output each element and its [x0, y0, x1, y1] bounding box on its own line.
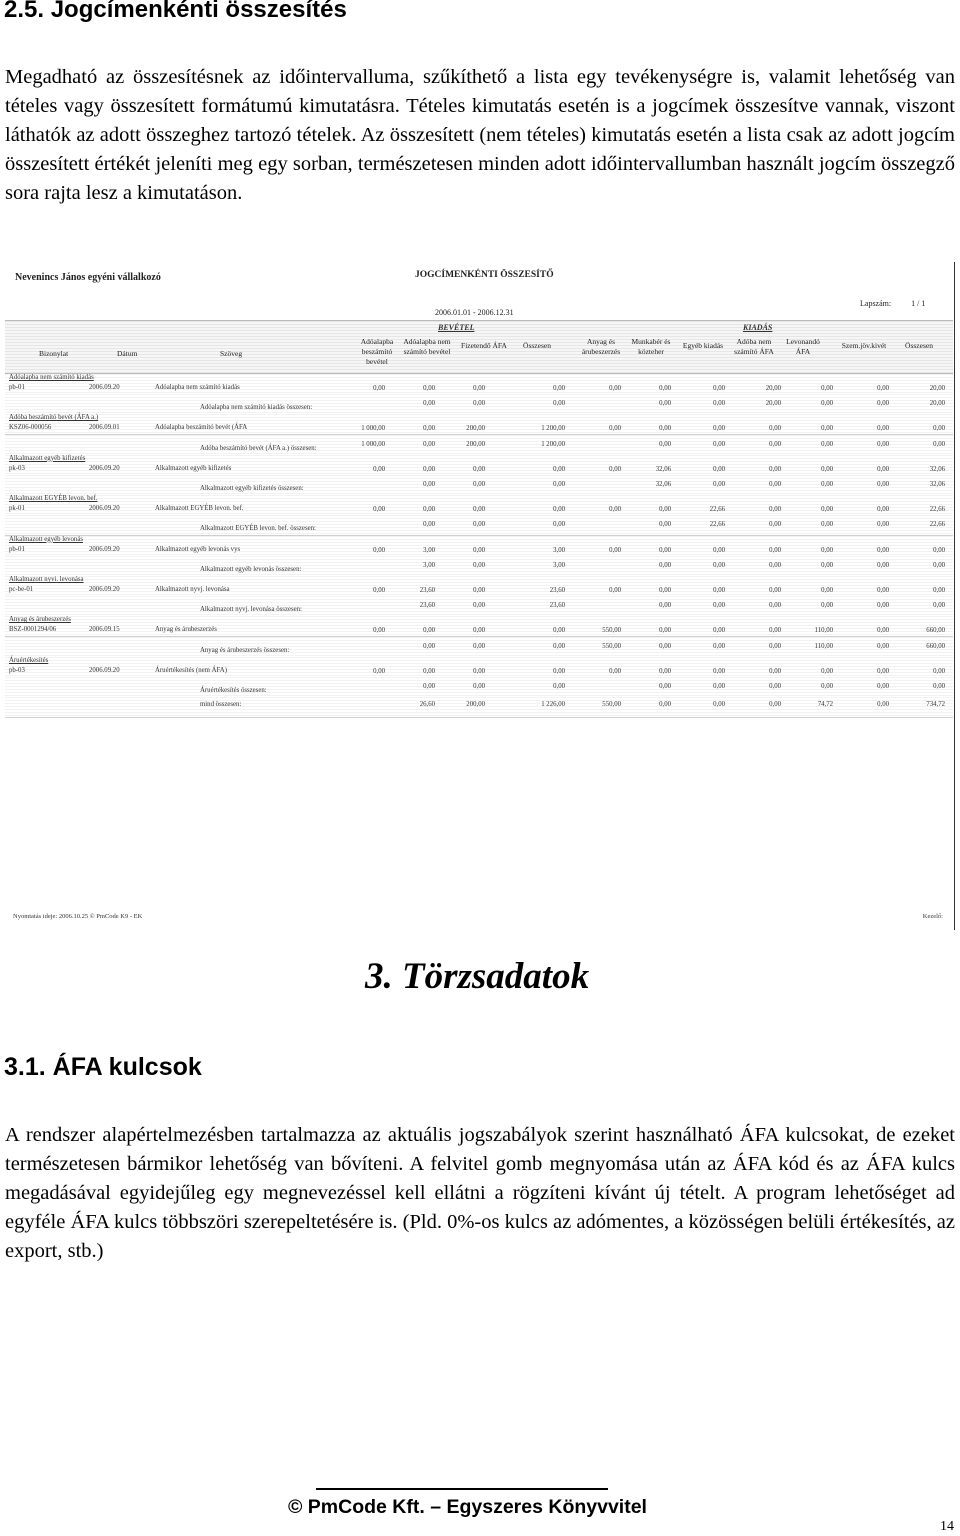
- row-document: BSZ-0001294/06: [9, 626, 57, 634]
- row-value: 0,00: [423, 642, 435, 650]
- row-text: Alkalmazott nyvj. levonása összesen:: [200, 606, 302, 614]
- col-exp-nontax: Adóba nem számító ÁFA: [734, 337, 774, 356]
- row-value: 550,00: [602, 642, 621, 650]
- row-value: 0,00: [821, 683, 833, 690]
- row-value: 0,00: [553, 506, 565, 514]
- row-value: 0,00: [821, 465, 833, 473]
- row-value: 550,00: [602, 627, 621, 635]
- row-text: Alkalmazott EGYÉB levon. bef. összesen:: [200, 525, 316, 533]
- col-fixed-assets: Szem.jöv.kivét: [841, 341, 887, 350]
- row-value: 0,00: [821, 521, 833, 529]
- row-value: 0,00: [821, 667, 833, 675]
- row-value: 0,00: [821, 602, 833, 610]
- row-category: Alkalmazott egyéb levonás: [9, 535, 83, 543]
- report-company: Nevenincs János egyéni vállalkozó: [15, 272, 161, 283]
- row-value: 200,00: [466, 701, 485, 709]
- row-value: 0,00: [769, 546, 781, 554]
- row-value: 0,00: [609, 546, 621, 554]
- col-deductible: Levonandó ÁFA: [786, 337, 820, 356]
- row-value: 0,00: [659, 546, 671, 554]
- report-row: [5, 374, 953, 395]
- row-text: mind összesen:: [200, 701, 242, 709]
- row-value: 0,00: [473, 546, 485, 554]
- row-value: 0,00: [423, 385, 435, 392]
- row-value: 0,00: [769, 425, 781, 433]
- row-value: 1 000,00: [361, 440, 385, 448]
- row-value: 20,00: [765, 400, 781, 408]
- row-value: 0,00: [877, 521, 889, 529]
- report-header: [5, 320, 953, 374]
- row-value: 0,00: [609, 667, 621, 675]
- row-value: 0,00: [423, 667, 435, 675]
- chapter-title: 3. Törzsadatok: [365, 956, 590, 997]
- row-value: 23,60: [549, 602, 565, 610]
- row-value: 23,60: [419, 587, 435, 594]
- row-category: Áruértékesítés: [9, 656, 49, 664]
- report-title: JOGCÍMENKÉNTI ÖSSZESÍTŐ: [415, 270, 554, 280]
- group-expense: KIADÁS: [743, 323, 773, 332]
- report-row: [5, 637, 953, 658]
- row-value: 0,00: [821, 400, 833, 408]
- row-value: 0,00: [769, 627, 781, 635]
- row-value: 0,00: [473, 683, 485, 690]
- row-value: 0,00: [877, 602, 889, 610]
- row-date: 2006.09.20: [89, 545, 120, 553]
- row-value: 0,00: [821, 587, 833, 594]
- row-value: 0,00: [877, 683, 889, 690]
- row-value: 20,00: [929, 400, 945, 408]
- row-text: Alkalmazott egyéb kifizetés összesen:: [200, 485, 304, 492]
- col-text: Szöveg: [220, 349, 243, 358]
- report-row: [5, 435, 953, 456]
- row-text: Anyag és árubeszerzés: [155, 626, 217, 634]
- report-row: [5, 455, 953, 476]
- report-row: [5, 576, 953, 597]
- row-value: 0,00: [473, 385, 485, 392]
- row-value: 0,00: [609, 425, 621, 433]
- row-date: 2006.09.01: [89, 424, 120, 432]
- row-value: 0,00: [769, 701, 781, 709]
- row-value: 0,00: [769, 642, 781, 650]
- row-value: 0,00: [933, 683, 945, 690]
- row-category: Anyag és árubeszerzés: [9, 616, 71, 624]
- row-value: 0,00: [473, 481, 485, 488]
- row-value: 0,00: [713, 481, 725, 488]
- row-value: 3,00: [423, 546, 435, 554]
- row-value: 0,00: [713, 683, 725, 690]
- report-row: [5, 515, 953, 536]
- row-value: 3,00: [553, 561, 565, 569]
- row-value: 0,00: [821, 385, 833, 392]
- group-income: BEVÉTEL: [438, 323, 475, 332]
- col-tools: Munkabér és közteher: [631, 337, 671, 356]
- report-page-indicator: [860, 299, 925, 308]
- row-value: 0,00: [659, 627, 671, 635]
- row-value: 0,00: [609, 506, 621, 514]
- row-value: 0,00: [473, 400, 485, 408]
- report-row: [5, 616, 953, 637]
- row-value: 0,00: [553, 642, 565, 650]
- row-category: Adóalapba nem számító kiadás: [9, 374, 94, 381]
- report-row: [5, 556, 953, 577]
- row-value: 32,06: [929, 465, 945, 473]
- row-value: 110,00: [814, 627, 833, 635]
- row-value: 0,00: [373, 385, 385, 392]
- row-value: 20,00: [765, 385, 781, 392]
- row-value: 0,00: [659, 561, 671, 569]
- row-value: 550,00: [602, 701, 621, 709]
- row-value: 0,00: [423, 506, 435, 514]
- section-title: 2.5. Jogcímenkénti összesítés: [4, 0, 347, 23]
- row-category: Alkalmazott nyvi. levonása: [9, 576, 84, 583]
- report-page-value: 1 / 1: [911, 299, 926, 308]
- report-grand-total-row: [5, 697, 953, 718]
- row-value: 0,00: [877, 425, 889, 433]
- row-value: 22,66: [709, 521, 725, 529]
- vat-paragraph: A rendszer alapértelmezésben tartalmazza az aktuális jogszabályok szerint használható ÁFA kulcsokat, de ezeket természetesen bármikor lehetőség van bővíteni. A felvitel gomb megnyomása után az ÁFA kód és az ÁFA kulcs megadásával egyidejűleg egy megnevezéssel kell ellátni a rögzíteni kívánt új tételt. A program lehetőséget ad egyféle ÁFA kulcs többszöri szerepeltetésére is. (Pld. 0%-os kulcs az adómentes, a közösségen belüli értékesítés, az export, stb.): [5, 1124, 955, 1262]
- col-doc: Bizonylat: [39, 349, 69, 358]
- row-value: 0,00: [473, 667, 485, 675]
- row-value: 0,00: [877, 667, 889, 675]
- row-value: 0,00: [769, 506, 781, 514]
- row-value: 3,00: [553, 546, 565, 554]
- row-value: 32,06: [655, 465, 671, 473]
- report-row: [5, 677, 953, 698]
- col-vat-payable: Fizetendő ÁFA: [461, 341, 507, 350]
- row-value: 0,00: [423, 627, 435, 635]
- col-exp-total: Összesen: [905, 341, 933, 350]
- row-value: 0,00: [713, 425, 725, 433]
- row-value: 0,00: [769, 521, 781, 529]
- row-value: 200,00: [466, 425, 485, 433]
- row-value: 0,00: [473, 642, 485, 650]
- row-value: 0,00: [877, 627, 889, 635]
- row-value: 0,00: [659, 440, 671, 448]
- row-value: 0,00: [877, 587, 889, 594]
- row-text: Alkalmazott egyéb levonás vys: [155, 545, 241, 553]
- row-value: 1 200,00: [541, 440, 565, 448]
- row-value: 0,00: [473, 506, 485, 514]
- row-value: 0,00: [877, 642, 889, 650]
- row-value: 0,00: [553, 683, 565, 690]
- col-date: Dátum: [117, 349, 138, 358]
- report-row: [5, 596, 953, 617]
- row-value: 0,00: [933, 587, 945, 594]
- row-text: Adóalapba nem számító kiadás: [155, 384, 240, 391]
- row-value: 0,00: [553, 465, 565, 473]
- row-value: 1 226,00: [541, 701, 565, 709]
- row-value: 0,00: [423, 465, 435, 473]
- row-value: 660,00: [926, 642, 945, 650]
- row-value: 0,00: [473, 561, 485, 569]
- row-value: 0,00: [933, 602, 945, 610]
- row-text: Áruértékesítés összesen:: [200, 687, 267, 694]
- row-value: 0,00: [553, 521, 565, 529]
- row-value: 0,00: [933, 546, 945, 554]
- col-inc-taxbase: Adóalapba beszámító bevétel: [360, 337, 394, 366]
- row-date: 2006.09.15: [89, 626, 120, 634]
- row-value: 0,00: [553, 667, 565, 675]
- row-value: 110,00: [814, 642, 833, 650]
- row-text: Adóba beszámító bevét (ÁFA a.) összesen:: [200, 444, 317, 452]
- row-value: 0,00: [373, 587, 385, 594]
- report-date-range: 2006.01.01 - 2006.12.31: [435, 308, 514, 317]
- row-value: 0,00: [713, 627, 725, 635]
- row-document: pc-be-01: [9, 586, 34, 593]
- row-value: 0,00: [933, 425, 945, 433]
- row-value: 0,00: [713, 385, 725, 392]
- report-footer-left: Nyomtatás ideje: 2006.10.25 © PmCode K9 - EK: [13, 913, 143, 920]
- report-row: [5, 394, 953, 415]
- row-value: 0,00: [553, 400, 565, 408]
- row-value: 0,00: [659, 683, 671, 690]
- footer-text: © PmCode Kft. – Egyszeres Könyvvitel: [288, 1496, 647, 1518]
- row-text: Adóalapba nem számító kiadás összesen:: [200, 404, 313, 412]
- row-value: 0,00: [713, 587, 725, 594]
- subsection-title: 3.1. ÁFA kulcsok: [4, 1053, 202, 1081]
- row-value: 0,00: [659, 667, 671, 675]
- report-row: [5, 657, 953, 678]
- row-value: 0,00: [373, 506, 385, 514]
- row-value: 0,00: [769, 602, 781, 610]
- row-value: 0,00: [659, 506, 671, 514]
- row-value: 0,00: [713, 465, 725, 473]
- row-value: 0,00: [877, 481, 889, 488]
- row-document: pk-01: [9, 505, 25, 513]
- row-value: 23,60: [549, 587, 565, 594]
- row-value: 0,00: [473, 465, 485, 473]
- row-value: 0,00: [609, 385, 621, 392]
- intro-paragraph: Megadható az összesítésnek az időintervalluma, szűkíthető a lista egy tevékenységre is, valamit lehetőség van tételes vagy összesített formátumú kimutatásra. Tételes kimutatás esetén is a jogcímek összesítve vannak, viszont láthatók az adott összeghez tartozó tételek. Az összesített (nem tételes) kimutatás esetén a lista csak az adott jogcím összesített értékét jeleníti meg egy sorban, természetesen minden adott időintervallumban használt jogcím összegző sora rajta lesz a kimutatáson.: [5, 66, 955, 204]
- row-value: 0,00: [821, 546, 833, 554]
- report-screenshot: [5, 262, 955, 932]
- row-value: 26,60: [419, 701, 435, 709]
- row-value: 0,00: [769, 683, 781, 690]
- page-number: 14: [940, 1519, 954, 1534]
- row-value: 3,00: [423, 561, 435, 569]
- report-row: [5, 495, 953, 516]
- report-row: [5, 475, 953, 496]
- row-document: pb-01: [9, 384, 25, 391]
- row-text: Adóalapba beszámító bevét (ÁFA: [155, 424, 248, 432]
- row-value: 0,00: [713, 546, 725, 554]
- row-value: 0,00: [423, 683, 435, 690]
- row-value: 0,00: [933, 667, 945, 675]
- row-value: 0,00: [713, 400, 725, 408]
- col-inc-total: Összesen: [523, 341, 551, 350]
- row-value: 0,00: [659, 385, 671, 392]
- row-value: 0,00: [769, 481, 781, 488]
- footer-rule: [316, 1488, 608, 1490]
- row-date: 2006.09.20: [89, 586, 120, 593]
- row-value: 22,66: [709, 506, 725, 514]
- row-value: 0,00: [713, 701, 725, 709]
- row-value: 0,00: [423, 425, 435, 433]
- row-value: 32,06: [655, 481, 671, 488]
- report-row: [5, 414, 953, 435]
- row-value: 0,00: [553, 627, 565, 635]
- col-other-exp: Egyéb kiadás: [682, 341, 724, 350]
- row-value: 0,00: [821, 440, 833, 448]
- row-value: 0,00: [713, 642, 725, 650]
- row-value: 0,00: [373, 465, 385, 473]
- row-value: 0,00: [659, 642, 671, 650]
- row-value: 22,66: [929, 506, 945, 514]
- row-category: Alkalmazott egyéb kifizetés: [9, 454, 86, 462]
- row-value: 0,00: [659, 587, 671, 594]
- row-date: 2006.09.20: [89, 464, 120, 472]
- col-inc-nontaxbase: Adóalapba nem számító bevétel: [403, 337, 451, 356]
- row-date: 2006.09.20: [89, 505, 120, 513]
- row-value: 0,00: [769, 465, 781, 473]
- row-value: 0,00: [769, 667, 781, 675]
- row-value: 23,60: [419, 602, 435, 610]
- report-page-label: Lapszám:: [860, 299, 892, 308]
- row-text: Alkalmazott EGYÉB levon. bef.: [155, 505, 244, 513]
- row-value: 0,00: [609, 465, 621, 473]
- row-value: 0,00: [821, 425, 833, 433]
- row-value: 0,00: [553, 385, 565, 392]
- row-value: 0,00: [473, 602, 485, 610]
- row-value: 0,00: [659, 701, 671, 709]
- row-category: Alkalmazott EGYÉB levon. bef.: [9, 495, 98, 503]
- row-value: 0,00: [933, 561, 945, 569]
- row-value: 0,00: [659, 425, 671, 433]
- row-value: 0,00: [713, 602, 725, 610]
- row-value: 0,00: [609, 587, 621, 594]
- row-value: 0,00: [423, 521, 435, 529]
- row-value: 0,00: [373, 667, 385, 675]
- row-value: 0,00: [473, 521, 485, 529]
- row-date: 2006.09.20: [89, 384, 120, 391]
- row-value: 0,00: [713, 440, 725, 448]
- row-value: 0,00: [373, 627, 385, 635]
- row-text: Alkalmazott egyéb kifizetés: [155, 464, 232, 472]
- row-value: 660,00: [926, 627, 945, 635]
- row-value: 0,00: [713, 667, 725, 675]
- row-value: 0,00: [821, 506, 833, 514]
- row-value: 32,06: [929, 481, 945, 488]
- row-value: 1 200,00: [541, 425, 565, 433]
- row-category: Adóba beszámító bevét (ÁFA a.): [9, 414, 99, 422]
- row-value: 22,66: [929, 521, 945, 529]
- row-text: Alkalmazott nyvj. levonása: [155, 586, 230, 593]
- row-value: 0,00: [423, 481, 435, 488]
- row-value: 0,00: [659, 521, 671, 529]
- row-value: 0,00: [769, 440, 781, 448]
- row-value: 0,00: [877, 440, 889, 448]
- row-value: 200,00: [466, 440, 485, 448]
- row-value: 0,00: [423, 400, 435, 408]
- report-footer-right: Kezelő:: [922, 913, 943, 920]
- row-value: 0,00: [877, 400, 889, 408]
- row-value: 0,00: [877, 506, 889, 514]
- row-document: pk-03: [9, 464, 25, 472]
- row-value: 0,00: [933, 440, 945, 448]
- row-document: pb-03: [9, 666, 25, 674]
- col-materials: Anyag és árubeszerzés: [581, 337, 621, 356]
- row-value: 0,00: [373, 546, 385, 554]
- row-value: 0,00: [769, 561, 781, 569]
- row-value: 0,00: [877, 546, 889, 554]
- row-value: 0,00: [659, 400, 671, 408]
- row-value: 20,00: [929, 385, 945, 392]
- row-value: 0,00: [821, 561, 833, 569]
- row-date: 2006.09.20: [89, 666, 120, 674]
- row-value: 0,00: [821, 481, 833, 488]
- row-document: KSZ06-000056: [9, 424, 52, 432]
- row-document: pb-01: [9, 545, 25, 553]
- row-value: 0,00: [877, 701, 889, 709]
- row-value: 0,00: [877, 561, 889, 569]
- report-border: [954, 262, 955, 930]
- row-text: Alkalmazott egyéb levonás összesen:: [200, 565, 302, 573]
- row-value: 0,00: [473, 587, 485, 594]
- row-value: 0,00: [423, 440, 435, 448]
- report-row: [5, 536, 953, 557]
- row-value: 734,72: [926, 701, 945, 709]
- row-value: 0,00: [877, 385, 889, 392]
- row-value: 0,00: [553, 481, 565, 488]
- row-value: 0,00: [659, 602, 671, 610]
- row-value: 0,00: [877, 465, 889, 473]
- row-value: 0,00: [713, 561, 725, 569]
- row-value: 1 000,00: [361, 425, 385, 433]
- row-text: Áruértékesítés (nem ÁFA): [155, 666, 227, 674]
- row-value: 0,00: [473, 627, 485, 635]
- row-value: 0,00: [769, 587, 781, 594]
- row-value: 74,72: [817, 701, 833, 709]
- row-text: Anyag és árubeszerzés összesen:: [200, 646, 290, 654]
